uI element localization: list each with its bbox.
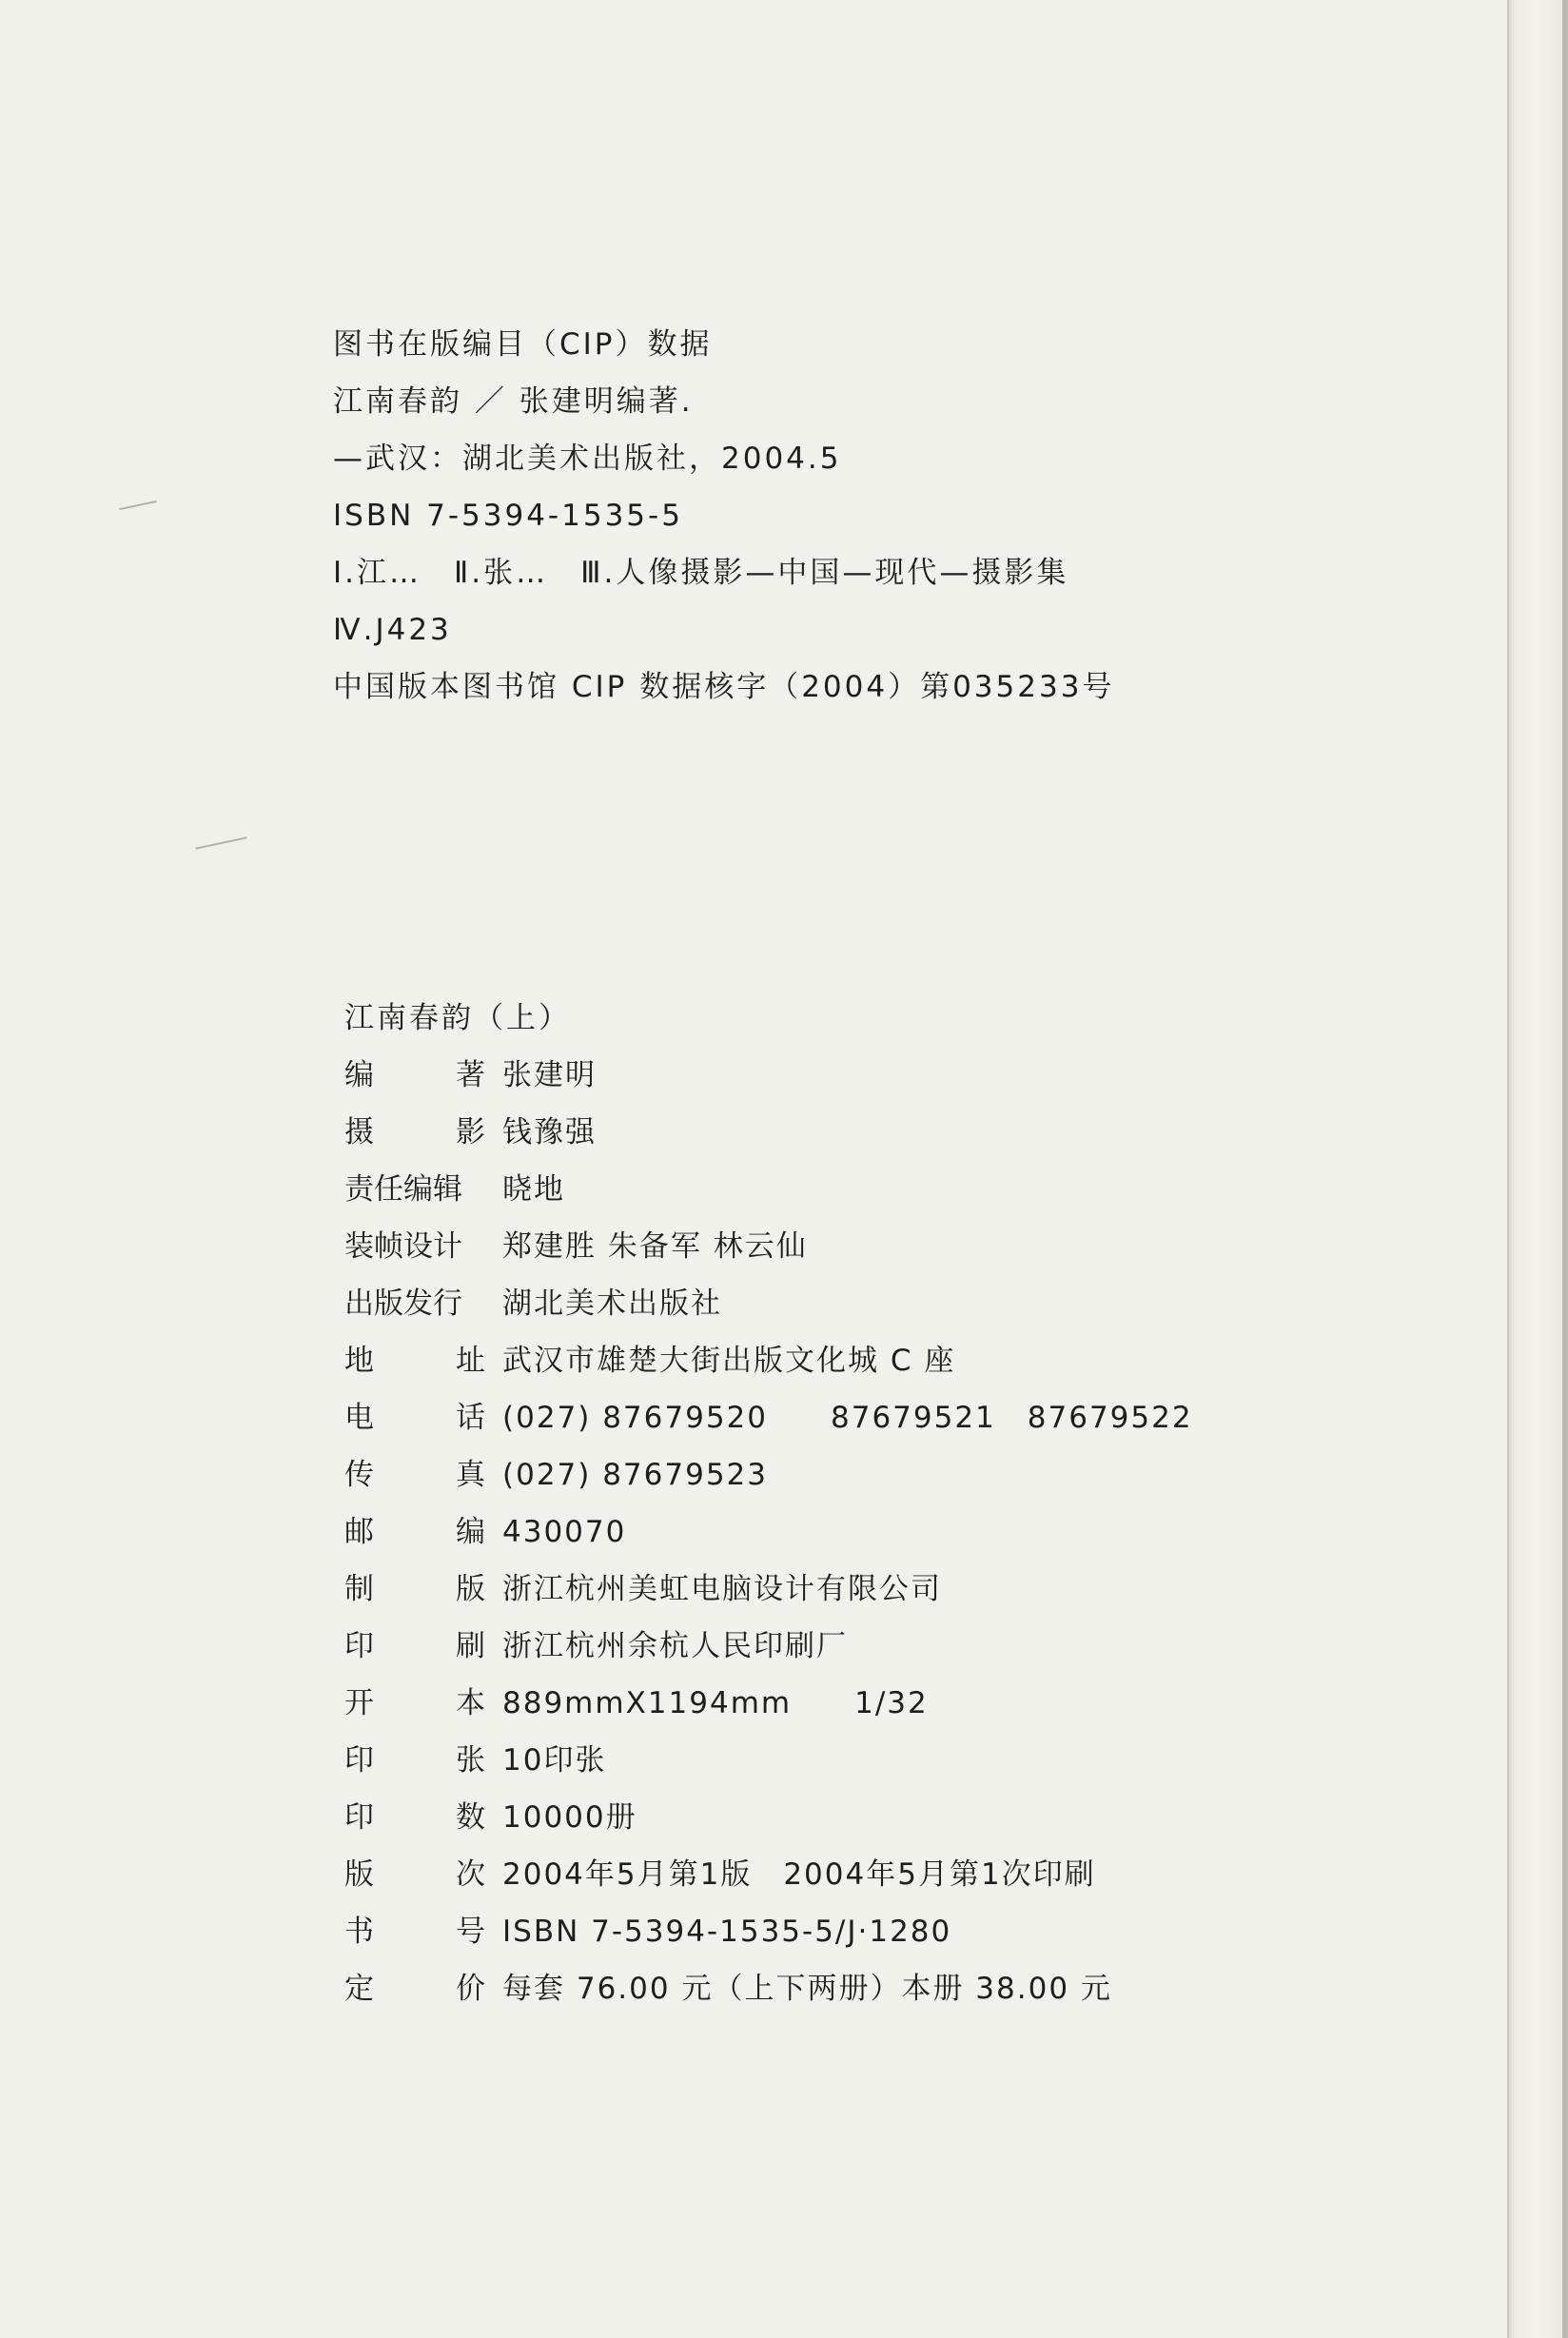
- info-row-value: 湖北美术出版社: [502, 1287, 722, 1321]
- info-row-value: 晓地: [502, 1172, 565, 1207]
- info-row-label-part: 邮: [344, 1515, 374, 1549]
- info-row-value: 钱豫强: [502, 1115, 597, 1149]
- info-row: [344, 1561, 1486, 1618]
- cip-title-author: 江南春韵 ／ 张建明编著.: [333, 384, 694, 419]
- info-row-label-part: 书: [344, 1915, 374, 1949]
- info-row-label-part: 电: [344, 1401, 374, 1435]
- info-row-label: [344, 1275, 485, 1332]
- info-row-label: [344, 1503, 485, 1561]
- info-row-label-part: 地: [344, 1344, 374, 1378]
- info-row-label-part: 号: [456, 1915, 485, 1949]
- cip-isbn: ISBN 7-5394-1535-5: [333, 499, 683, 533]
- info-row-label-part: 影: [456, 1115, 485, 1149]
- info-row-label: [344, 1732, 485, 1789]
- info-row-label: [344, 1104, 485, 1161]
- info-row: [344, 1332, 1486, 1389]
- info-row-label-part: 次: [456, 1857, 485, 1892]
- page-edge-line: [1562, 0, 1568, 2338]
- info-row-label: [344, 1675, 485, 1732]
- info-row-value: ISBN 7-5394-1535-5/J·1280: [502, 1915, 952, 1949]
- info-row-label-part: 传: [344, 1458, 374, 1492]
- info-row-value: 430070: [502, 1515, 627, 1549]
- info-row-label-part: 出版发行: [344, 1287, 462, 1321]
- info-row-value: 每套 76.00 元（上下两册）本册 38.00 元: [502, 1972, 1112, 2006]
- info-row-label-part: 责任编辑: [344, 1172, 462, 1207]
- info-row-label-part: 数: [456, 1800, 485, 1835]
- info-row-label-part: 装帧设计: [344, 1229, 462, 1264]
- info-row-label-part: 价: [456, 1972, 485, 2006]
- info-row: [344, 1047, 1486, 1104]
- info-row-label-part: 摄: [344, 1115, 374, 1149]
- info-row-label: [344, 1047, 485, 1104]
- info-row-label-part: 址: [456, 1344, 485, 1378]
- info-row-label-part: 印: [344, 1743, 374, 1778]
- info-row: [344, 1218, 1486, 1275]
- info-row-label: [344, 1903, 485, 1960]
- info-row-value: 2004年5月第1版 2004年5月第1次印刷: [502, 1857, 1096, 1892]
- info-row-label-part: 编: [456, 1515, 485, 1549]
- info-row-label: [344, 1618, 485, 1675]
- info-row: [344, 1960, 1486, 2017]
- paper-speck: [119, 501, 157, 510]
- info-row: [344, 1846, 1486, 1903]
- info-row-label: [344, 1218, 485, 1275]
- info-row-label-part: 开: [344, 1686, 374, 1720]
- info-row-value: 武汉市雄楚大街出版文化城 C 座: [502, 1344, 956, 1378]
- info-row-label-part: 刷: [456, 1629, 485, 1663]
- info-row-label-part: 版: [344, 1857, 374, 1892]
- info-row: [344, 1618, 1486, 1675]
- cip-heading: 图书在版编目（CIP）数据: [333, 327, 713, 362]
- info-row-label-part: 著: [456, 1058, 485, 1092]
- info-row-value: 张建明: [502, 1058, 597, 1092]
- info-row: [344, 1161, 1486, 1218]
- cip-subjects: Ⅰ.江… Ⅱ.张… Ⅲ.人像摄影—中国—现代—摄影集: [333, 556, 1069, 590]
- info-row: [344, 1275, 1486, 1332]
- info-row-value: 889mmX1194mm 1/32: [502, 1686, 929, 1720]
- info-row-label: [344, 1389, 485, 1446]
- info-row-label: [344, 1846, 485, 1903]
- info-row-label: [344, 1561, 485, 1618]
- info-row-value: (027) 87679523: [502, 1458, 768, 1492]
- info-row-value: 浙江杭州美虹电脑设计有限公司: [502, 1572, 942, 1606]
- info-row-value: (027) 87679520 87679521 87679522: [502, 1401, 1193, 1435]
- info-row-label-part: 定: [344, 1972, 374, 2006]
- info-row: [344, 1389, 1486, 1446]
- info-row-label-part: 张: [456, 1743, 485, 1778]
- info-row-label: [344, 1161, 485, 1218]
- publication-info-block: [344, 990, 1486, 2017]
- info-row-label-part: 编: [344, 1058, 374, 1092]
- cip-publisher: —武汉：湖北美术出版社，2004.5: [333, 442, 842, 476]
- info-row-label-part: 真: [456, 1458, 485, 1492]
- paper-speck: [195, 836, 246, 849]
- info-row: [344, 1104, 1486, 1161]
- info-row-value: 10000册: [502, 1800, 637, 1835]
- info-row: [344, 1675, 1486, 1732]
- info-row-label-part: 印: [344, 1800, 374, 1835]
- info-row-label-part: 印: [344, 1629, 374, 1663]
- info-row-label: [344, 1332, 485, 1389]
- cip-classification: Ⅳ.J423: [333, 613, 452, 647]
- info-row: [344, 1903, 1486, 1960]
- cip-data-block: [333, 316, 1284, 716]
- info-row: [344, 1732, 1486, 1789]
- info-row-value: 10印张: [502, 1743, 607, 1778]
- info-row-label-part: 话: [456, 1401, 485, 1435]
- cip-record-number: 中国版本图书馆 CIP 数据核字（2004）第035233号: [333, 670, 1115, 704]
- info-row: [344, 1503, 1486, 1561]
- book-title: 江南春韵（上）: [344, 1001, 571, 1035]
- info-row-label-part: 本: [456, 1686, 485, 1720]
- info-row: [344, 1446, 1486, 1503]
- info-row-label-part: 版: [456, 1572, 485, 1606]
- info-row-value: 浙江杭州余杭人民印刷厂: [502, 1629, 848, 1663]
- info-row-label: [344, 1789, 485, 1846]
- info-rows: [344, 1047, 1486, 2017]
- info-row: [344, 1789, 1486, 1846]
- info-row-label-part: 制: [344, 1572, 374, 1606]
- info-row-label: [344, 1446, 485, 1503]
- info-row-value: 郑建胜 朱备军 林云仙: [502, 1229, 808, 1264]
- page-edge: [1507, 0, 1568, 2338]
- info-row-label: [344, 1960, 485, 2017]
